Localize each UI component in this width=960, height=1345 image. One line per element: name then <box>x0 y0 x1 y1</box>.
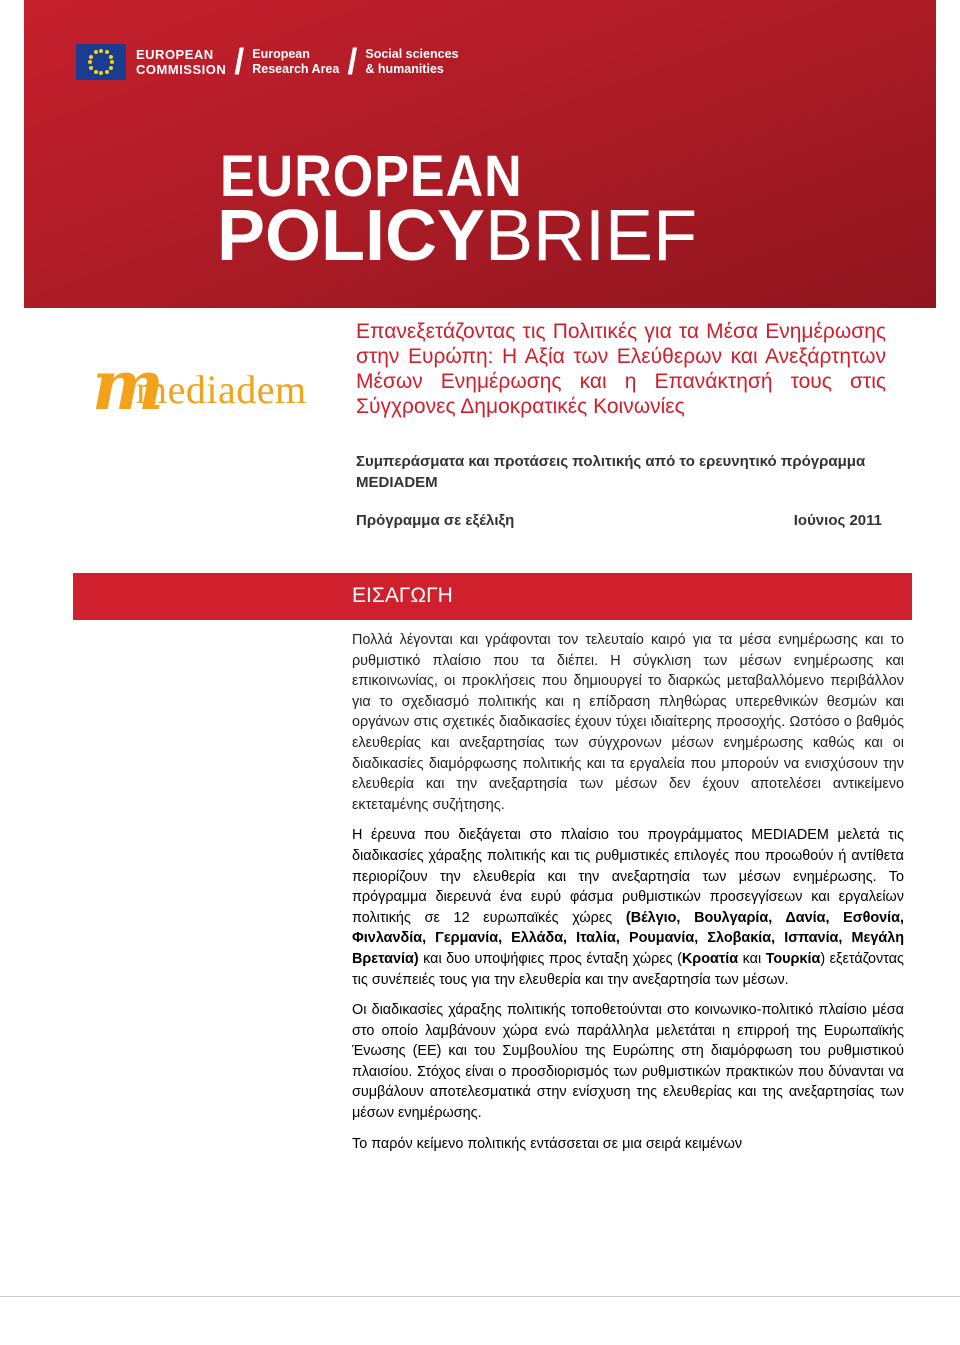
brand-brief: BRIEF <box>485 196 698 276</box>
era-line2: Research Area <box>252 62 340 76</box>
mediadem-logo <box>92 346 342 426</box>
candidate-country: Κροατία <box>681 950 739 967</box>
paragraph-2-text: και δυο υποψήφιες προς ένταξη χώρες ( <box>418 950 682 967</box>
ec-line1: EUROPEAN <box>136 47 214 62</box>
eu-star-icon <box>109 66 113 70</box>
project-status: Πρόγραμμα σε εξέλιξη <box>356 512 515 529</box>
paragraph-2 <box>352 825 904 990</box>
publication-date: Ιούνιος 2011 <box>793 512 882 529</box>
ssh-line2: & humanities <box>365 62 444 76</box>
slash-separator: / <box>234 41 245 82</box>
eu-star-icon <box>109 55 113 59</box>
paragraph-2-text: και <box>738 950 766 967</box>
eu-star-icon <box>88 60 92 64</box>
mediadem-wordmark: mediadem <box>136 367 307 412</box>
paragraph-4: Το παρόν κείμενο πολιτικής εντάσσεται σε μια σειρά κειμένων <box>352 1135 743 1152</box>
paragraph-3: Οι διαδικασίες χάραξης πολιτικής τοποθετούνται στο κοινωνικο-πολιτικό πλαίσιο μέσα στο οποίο λαμβάνουν χώρα ενώ παράλληλα μελετάται η επιρροή της Ευρωπαϊκής Ένωσης (ΕΕ) και του Συμβουλίου της Ευρώπης στη διαμόρφωση του ρυθμιστικού πλαισίου. Στόχος είναι ο προσδιορισμός των ρυθμιστικών πρακτικών που δύνανται να συμβάλουν αποτελεσματικά στην ενίσχυση της ελευθερίας και της ανεξαρτησίας των μέσων ενημέρωσης. <box>352 1002 904 1122</box>
era-line1: European <box>252 47 310 61</box>
document-subtitle: Συμπεράσματα και προτάσεις πολιτικής από το ερευνητικό πρόγραμμα MEDIADEM <box>356 453 866 491</box>
slash-separator: / <box>347 41 358 82</box>
brand-policy: POLICY <box>217 196 486 276</box>
body-text <box>352 630 904 1164</box>
european-commission-logo <box>76 41 459 82</box>
ssh-line1: Social sciences <box>365 47 459 61</box>
eu-star-icon <box>89 66 93 70</box>
candidate-country: Τουρκία <box>765 950 821 967</box>
eu-star-icon <box>105 70 109 74</box>
section-title: ΕΙΣΑΓΩΓΗ <box>352 584 453 607</box>
brand-european: EUROPEAN <box>220 144 523 210</box>
section-header-bar <box>73 573 912 620</box>
eu-flag-icon <box>76 44 126 80</box>
brand-policy-brief <box>217 198 697 274</box>
paragraph-1: Πολλά λέγονται και γράφονται τον τελευταίο καιρό για τα μέσα ενημέρωσης και το ρυθμιστικό πλαίσιο που τα διέπει. Η σύγκλιση των μέσων ενημέρωσης και επικοινωνίας, οι προκλήσεις που δημιουργεί το διαρκώς μεταβαλλόμενο περιβάλλον για το σχεδιασμό πολιτικής και η επίδραση πληθώρας υπερεθνικών θεσμών και οργάνων στις σχετικές διαδικασίες έχουν τύχει ιδιαίτερης προσοχής. Ωστόσο ο βαθμός ελευθερίας και ανεξαρτησίας των σύγχρονων μέσων ενημέρωσης καθώς και οι διαδικασίες διαμόρφωσης πολιτικής και τα εργαλεία που μπορούν να ενισχύσουν την ελευθερία και την ανεξαρτησία των μέσων δεν έχουν αποτελέσει αντικείμενο εκτεταμένης συζήτησης. <box>352 632 904 813</box>
eu-star-icon <box>99 49 103 53</box>
footer-divider <box>0 1296 960 1297</box>
ec-line2: COMMISSION <box>136 62 227 77</box>
eu-star-icon <box>110 60 114 64</box>
paragraph-2-text: ) εξετάζοντας τις συνέπειές τους για την ελευθερία και την ανεξαρτησία των μέσων. <box>352 950 904 988</box>
eu-star-icon <box>105 50 109 54</box>
meta-row <box>356 512 882 529</box>
eu-star-icon <box>94 50 98 54</box>
mediadem-mark-icon: m <box>92 346 164 426</box>
header-banner <box>24 0 936 308</box>
eu-star-icon <box>89 55 93 59</box>
member-countries: (Βέλγιο, Βουλγαρία, Δανία, Εσθονία, Φινλανδία, Γερμανία, Ελλάδα, Ιταλία, Ρουμανία, Σλοβακία, Ισπανία, Μεγάλη Βρετανία) <box>352 909 904 967</box>
eu-star-icon <box>99 71 103 75</box>
paragraph-2-text: Η έρευνα που διεξάγεται στο πλαίσιο του προγράμματος MEDIADEM μελετά τις διαδικασίες χάραξης πολιτικής και τις ρυθμιστικές επιλογές που προωθούν ή αντίθετα περιορίζουν την ελευθερία και την ανεξαρτησία των μέσων ενημέρωσης. Το πρόγραμμα διερευνά ένα ευρύ φάσμα ρυθμιστικών προσεγγίσεων και εργαλείων πολιτικής σε 12 ευρωπαϊκές χώρες <box>352 827 904 926</box>
document-title: Επανεξετάζοντας τις Πολιτικές για τα Μέσα Ενημέρωσης στην Ευρώπη: Η Αξία των Ελεύθερων και Ανεξάρτητων Μέσων Ενημέρωσης και η Επανάκτησή τους στις Σύγχρονες Δημοκρατικές Κοινωνίες <box>356 320 886 418</box>
eu-star-icon <box>94 70 98 74</box>
